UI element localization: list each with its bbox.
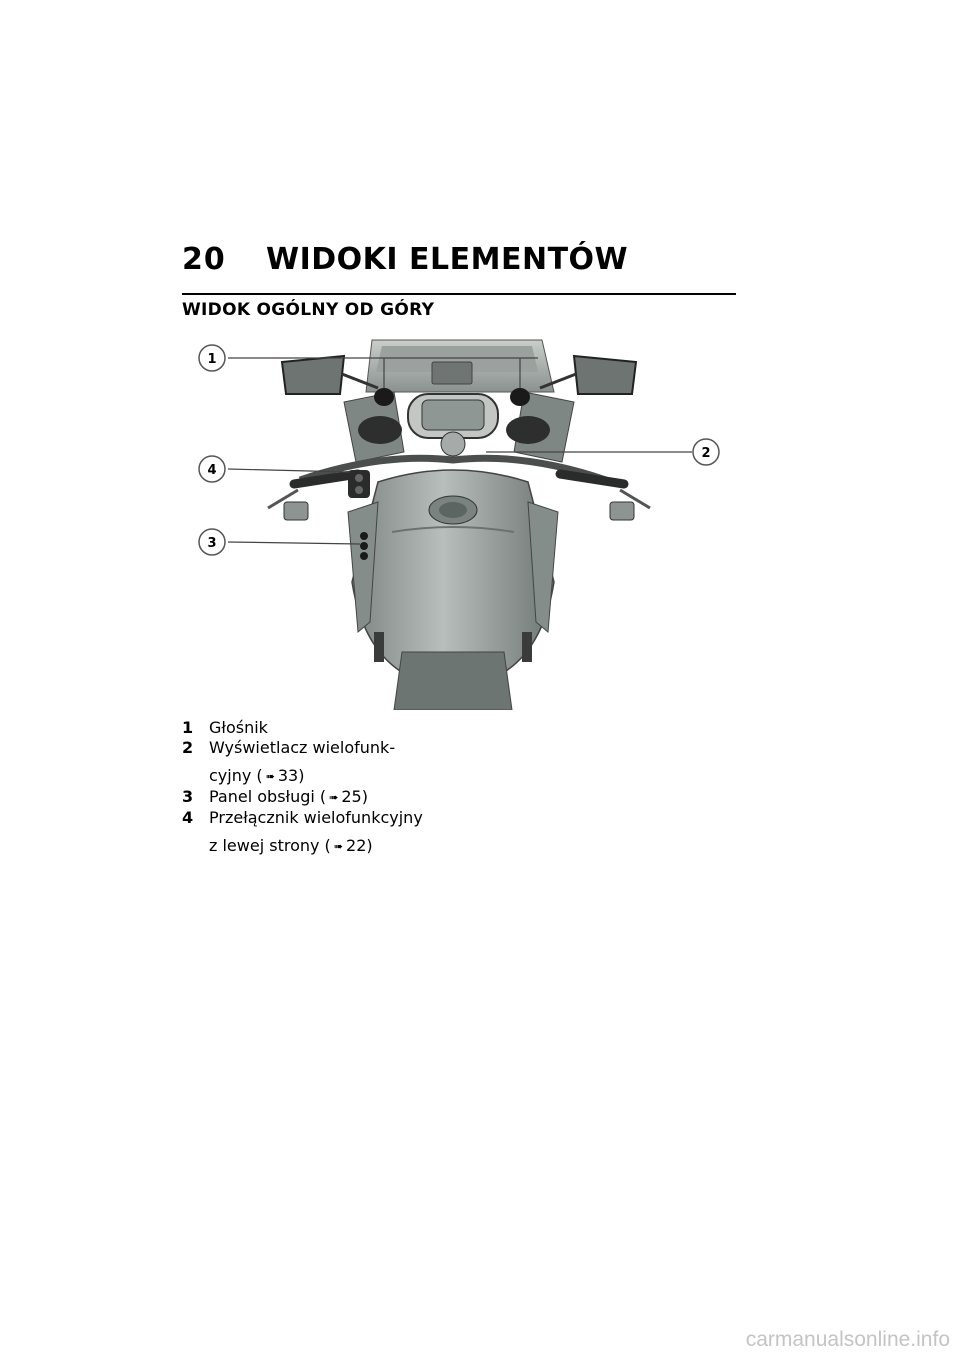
motorcycle-drawing [268,340,650,710]
callout-4-label: 4 [207,463,217,478]
legend-number: 2 [182,738,194,757]
page-reference-link[interactable]: 33) [277,766,305,785]
header-rule [182,293,736,295]
page-reference-link[interactable]: 22) [346,836,373,855]
callout-2-label: 2 [701,446,711,461]
callout-2 [693,439,719,465]
legend-continuation [209,836,482,857]
legend-text: Wyświetlacz wielofunk- [209,738,396,757]
arrow-right-icon: ➠ [329,791,339,804]
legend-text: cyjny ( [209,766,263,785]
legend-number: 3 [182,787,194,806]
callout-1-label: 1 [207,352,217,367]
legend-text: Panel obsługi ( [209,787,327,806]
arrow-right-icon: ➠ [333,840,344,853]
legend-item [182,787,482,808]
legend-item [182,718,482,738]
chapter-title: WIDOKI ELEMENTÓW [266,242,629,277]
callout-4 [199,456,225,482]
legend-continuation [209,766,482,787]
callout-3 [199,529,225,555]
motorcycle-top-view-illustration [182,332,736,710]
arrow-right-icon: ➠ [265,770,275,783]
legend-item [182,738,482,787]
watermark-text[interactable]: carmanualsonline.info [745,1328,950,1351]
legend-text: Przełącznik wielofunkcyjny [209,808,423,827]
callout-3-label: 3 [207,536,217,551]
watermark [670,1316,960,1362]
page-reference-link[interactable]: 25) [341,787,368,806]
section-title: WIDOK OGÓLNY OD GÓRY [182,300,435,320]
legend-number: 4 [182,808,194,827]
legend-item [182,808,482,857]
legend-text: Głośnik [209,718,268,737]
legend-number: 1 [182,718,194,737]
page-number: 20 [182,242,226,277]
legend-list [182,718,482,857]
callout-1 [199,345,225,371]
legend-text: z lewej strony ( [209,836,331,855]
page-header [182,242,736,278]
